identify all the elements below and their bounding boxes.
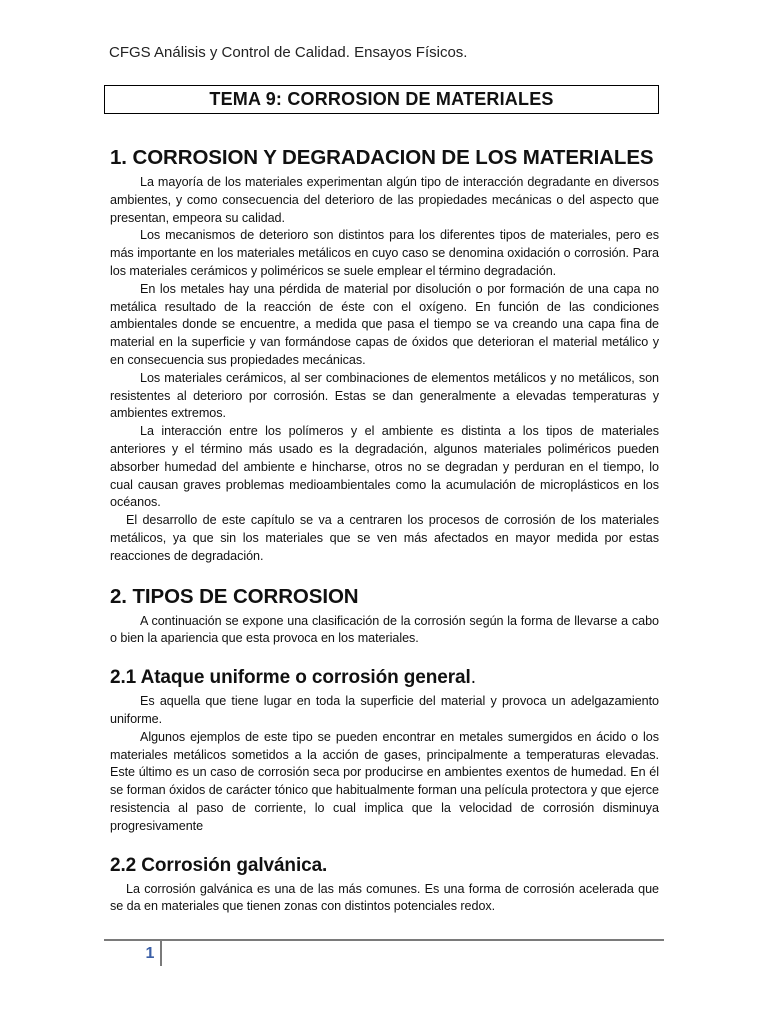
footer-divider [104,939,664,941]
section-1-paragraph-4: Los materiales cerámicos, al ser combinaciones de elementos metálicos y no metálicos, son resistentes al deterioro por corrosión. Estas se dan generalmente a elevadas temperaturas y ambientes extremos. [110,370,659,421]
page-number: 1 [145,945,155,962]
section-2-heading: 2. TIPOS DE CORROSION [110,584,359,608]
section-1-paragraph-3: En los metales hay una pérdida de material por disolución o por formación de una capa no metálica resultado de la reacción de éste con el oxígeno. En función de las condiciones ambientales donde se encuentre, a medida que pasa el tiempo se va creando una capa fina de material en la superficie y van formándose capas de óxidos que deterioran el material metálico y en consecuencia sus propiedades mecánicas. [110,281,659,367]
section-2-1-paragraph-1: Es aquella que tiene lugar en toda la superficie del material y provoca un adelgazamiento uniforme. [110,694,659,726]
section-2-1-paragraph-2: Algunos ejemplos de este tipo se pueden encontrar en metales sumergidos en ácido o los materiales metálicos sometidos a la acción de gases, principalmente a temperaturas elevadas. Este último es un caso de corrosión seca por producirse en ambientes exentos de humedad. En él se forman óxidos de carácter tónico que habitualmente forman una película protectora y que ejerce resistencia al paso de corriente, lo cual implica que la velocidad de corrosión disminuya progresivamente [110,729,659,833]
section-2-1-heading [110,666,659,690]
document-body [110,145,659,916]
section-1-paragraph-2: Los mecanismos de deterioro son distintos para los diferentes tipos de materiales, pero es más importante en los materiales metálicos en cuyo caso se denomina oxidación o corrosión. Para los materiales cerámicos y poliméricos se suele emplear el término degradación. [110,228,659,278]
section-2-paragraph-1: A continuación se expone una clasificación de la corrosión según la forma de llevarse a cabo o bien la apariencia que esta provoca en los materiales. [110,613,659,646]
section-1-paragraph-1: La mayoría de los materiales experimentan algún tipo de interacción degradante en diversos ambientes, y como consecuencia del deterioro de las propiedades mecánicas o del aspecto que presentan, empeora su calidad. [110,175,659,225]
document-title-box [104,85,659,114]
section-2-2-paragraph-1: La corrosión galvánica es una de las más comunes. Es una forma de corrosión acelerada que se da en materiales que tienen zonas con distintos potenciales redox. [110,881,659,914]
section-2-1-heading-suffix: . [470,667,476,689]
running-header: CFGS Análisis y Control de Calidad. Ensayos Físicos. [109,44,468,61]
section-1-paragraph-6: El desarrollo de este capítulo se va a centraren los procesos de corrosión de los materiales metálicos, ya que sin los materiales que se ven más afectados en mayor medida por estas reacciones de degradación. [110,513,659,563]
section-2-2-heading: 2.2 Corrosión galvánica. [110,854,328,876]
page-number-separator [160,940,162,966]
section-2-1-heading-text: 2.1 Ataque uniforme o corrosión general [110,667,471,689]
document-title: TEMA 9: CORROSION DE MATERIALES [209,89,554,109]
section-1-paragraph-5: La interacción entre los polímeros y el ambiente es distinta a los tipos de materiales anteriores y el término más usado es la degradación, algunos materiales poliméricos pueden absorber humedad del ambiente e hincharse, otros no se degradan y perduran en el tiempo, lo cual causan graves problemas medioambientales como la acumulación de microplásticos en los océanos. [110,424,659,510]
section-1-heading: 1. CORROSION Y DEGRADACION DE LOS MATERIALES [110,146,654,169]
